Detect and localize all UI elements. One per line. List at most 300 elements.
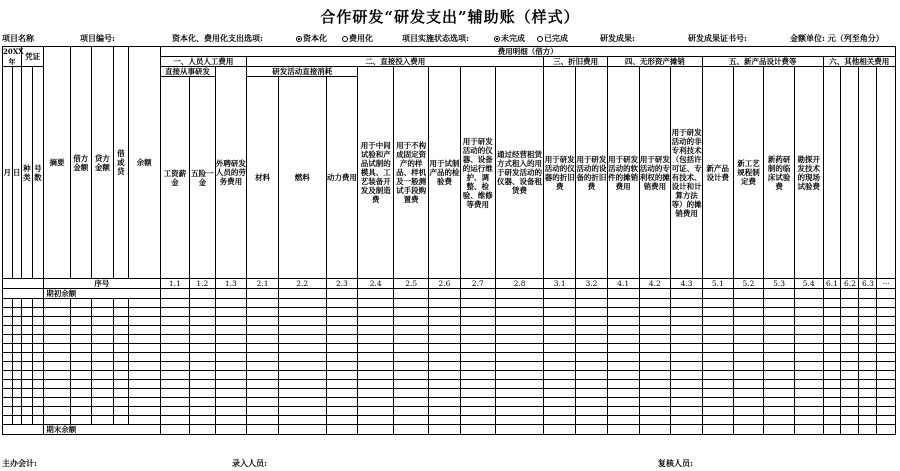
table-cell[interactable] <box>671 416 703 425</box>
table-cell[interactable] <box>733 344 764 353</box>
table-cell[interactable] <box>326 344 358 353</box>
table-cell[interactable] <box>70 407 91 416</box>
table-cell[interactable] <box>70 299 91 308</box>
table-cell[interactable] <box>877 335 896 344</box>
table-cell[interactable] <box>278 380 326 389</box>
table-cell[interactable] <box>877 317 896 326</box>
table-cell[interactable] <box>278 326 326 335</box>
table-cell[interactable] <box>70 335 91 344</box>
table-cell[interactable] <box>3 371 13 380</box>
table-cell[interactable] <box>326 317 358 326</box>
table-cell[interactable] <box>22 380 33 389</box>
table-cell[interactable] <box>358 326 394 335</box>
table-cell[interactable] <box>841 308 859 317</box>
table-cell[interactable] <box>429 389 461 398</box>
table-cell[interactable] <box>702 398 733 407</box>
table-cell[interactable] <box>114 380 129 389</box>
table-cell[interactable] <box>215 389 247 398</box>
table-cell[interactable] <box>3 308 13 317</box>
table-cell[interactable] <box>358 353 394 362</box>
table-cell[interactable] <box>394 362 429 371</box>
table-cell[interactable] <box>460 380 495 389</box>
table-cell[interactable] <box>702 371 733 380</box>
table-cell[interactable] <box>702 335 733 344</box>
table-cell[interactable] <box>639 362 671 371</box>
table-cell[interactable] <box>190 407 215 416</box>
table-cell[interactable] <box>764 344 795 353</box>
table-cell[interactable] <box>91 416 113 425</box>
table-cell[interactable] <box>91 353 113 362</box>
table-cell[interactable] <box>44 326 70 335</box>
table-cell[interactable] <box>495 299 544 308</box>
table-cell[interactable] <box>607 407 639 416</box>
table-cell[interactable] <box>877 344 896 353</box>
table-cell[interactable] <box>190 380 215 389</box>
table-cell[interactable] <box>32 398 44 407</box>
table-cell[interactable] <box>877 416 896 425</box>
table-cell[interactable] <box>841 317 859 326</box>
table-cell[interactable] <box>32 380 44 389</box>
table-cell[interactable] <box>12 326 22 335</box>
table-cell[interactable] <box>128 380 160 389</box>
table-cell[interactable] <box>12 380 22 389</box>
table-cell[interactable] <box>639 416 671 425</box>
table-cell[interactable] <box>247 353 279 362</box>
table-cell[interactable] <box>3 407 13 416</box>
table-cell[interactable] <box>278 299 326 308</box>
table-cell[interactable] <box>91 344 113 353</box>
table-cell[interactable] <box>91 389 113 398</box>
table-cell[interactable] <box>394 380 429 389</box>
table-cell[interactable] <box>733 380 764 389</box>
table-cell[interactable] <box>22 335 33 344</box>
table-cell[interactable] <box>576 362 608 371</box>
table-cell[interactable] <box>358 380 394 389</box>
table-cell[interactable] <box>160 317 190 326</box>
table-cell[interactable] <box>460 353 495 362</box>
table-cell[interactable] <box>702 362 733 371</box>
table-cell[interactable] <box>607 362 639 371</box>
table-cell[interactable] <box>576 398 608 407</box>
table-cell[interactable] <box>733 335 764 344</box>
table-cell[interactable] <box>114 335 129 344</box>
table-cell[interactable] <box>764 398 795 407</box>
table-cell[interactable] <box>841 362 859 371</box>
table-cell[interactable] <box>794 389 823 398</box>
table-cell[interactable] <box>544 398 576 407</box>
table-cell[interactable] <box>702 308 733 317</box>
table-cell[interactable] <box>326 371 358 380</box>
table-cell[interactable] <box>495 353 544 362</box>
option-incomplete[interactable]: 未完成 <box>494 33 525 44</box>
table-cell[interactable] <box>114 389 129 398</box>
table-cell[interactable] <box>429 353 461 362</box>
table-cell[interactable] <box>429 362 461 371</box>
table-cell[interactable] <box>326 299 358 308</box>
table-cell[interactable] <box>128 317 160 326</box>
table-cell[interactable] <box>44 353 70 362</box>
table-cell[interactable] <box>794 344 823 353</box>
table-cell[interactable] <box>877 326 896 335</box>
table-cell[interactable] <box>91 308 113 317</box>
table-cell[interactable] <box>859 299 877 308</box>
table-cell[interactable] <box>607 317 639 326</box>
table-cell[interactable] <box>22 344 33 353</box>
table-cell[interactable] <box>32 308 44 317</box>
table-cell[interactable] <box>190 389 215 398</box>
table-cell[interactable] <box>576 353 608 362</box>
table-cell[interactable] <box>278 371 326 380</box>
table-cell[interactable] <box>671 380 703 389</box>
table-cell[interactable] <box>607 380 639 389</box>
table-cell[interactable] <box>215 362 247 371</box>
table-cell[interactable] <box>3 317 13 326</box>
table-cell[interactable] <box>764 317 795 326</box>
table-cell[interactable] <box>495 344 544 353</box>
table-cell[interactable] <box>114 299 129 308</box>
table-cell[interactable] <box>215 308 247 317</box>
table-cell[interactable] <box>639 353 671 362</box>
table-cell[interactable] <box>429 335 461 344</box>
table-cell[interactable] <box>702 416 733 425</box>
table-cell[interactable] <box>22 407 33 416</box>
table-cell[interactable] <box>429 317 461 326</box>
table-cell[interactable] <box>607 326 639 335</box>
table-cell[interactable] <box>326 326 358 335</box>
table-cell[interactable] <box>128 407 160 416</box>
table-cell[interactable] <box>859 353 877 362</box>
table-cell[interactable] <box>128 416 160 425</box>
table-cell[interactable] <box>859 407 877 416</box>
table-cell[interactable] <box>671 407 703 416</box>
table-cell[interactable] <box>394 299 429 308</box>
table-cell[interactable] <box>733 398 764 407</box>
table-cell[interactable] <box>215 317 247 326</box>
table-cell[interactable] <box>215 371 247 380</box>
table-cell[interactable] <box>22 389 33 398</box>
table-cell[interactable] <box>160 371 190 380</box>
table-cell[interactable] <box>859 326 877 335</box>
table-cell[interactable] <box>114 416 129 425</box>
table-cell[interactable] <box>44 407 70 416</box>
table-cell[interactable] <box>841 371 859 380</box>
table-cell[interactable] <box>32 317 44 326</box>
table-cell[interactable] <box>576 344 608 353</box>
table-cell[interactable] <box>32 362 44 371</box>
table-cell[interactable] <box>3 344 13 353</box>
table-cell[interactable] <box>495 416 544 425</box>
table-cell[interactable] <box>114 326 129 335</box>
table-cell[interactable] <box>607 335 639 344</box>
table-cell[interactable] <box>394 416 429 425</box>
table-cell[interactable] <box>733 317 764 326</box>
table-cell[interactable] <box>544 335 576 344</box>
table-cell[interactable] <box>70 308 91 317</box>
table-cell[interactable] <box>32 299 44 308</box>
table-cell[interactable] <box>70 344 91 353</box>
table-cell[interactable] <box>326 335 358 344</box>
table-cell[interactable] <box>544 362 576 371</box>
table-cell[interactable] <box>70 317 91 326</box>
table-cell[interactable] <box>32 335 44 344</box>
table-cell[interactable] <box>764 407 795 416</box>
table-cell[interactable] <box>544 299 576 308</box>
table-cell[interactable] <box>70 389 91 398</box>
table-cell[interactable] <box>639 335 671 344</box>
table-cell[interactable] <box>877 380 896 389</box>
table-cell[interactable] <box>394 308 429 317</box>
table-cell[interactable] <box>358 344 394 353</box>
table-cell[interactable] <box>215 326 247 335</box>
table-cell[interactable] <box>823 308 841 317</box>
table-cell[interactable] <box>3 362 13 371</box>
table-cell[interactable] <box>841 335 859 344</box>
table-cell[interactable] <box>794 353 823 362</box>
table-cell[interactable] <box>671 335 703 344</box>
table-cell[interactable] <box>495 389 544 398</box>
table-cell[interactable] <box>460 398 495 407</box>
table-cell[interactable] <box>114 407 129 416</box>
table-cell[interactable] <box>764 308 795 317</box>
table-cell[interactable] <box>460 335 495 344</box>
table-cell[interactable] <box>460 389 495 398</box>
table-cell[interactable] <box>794 299 823 308</box>
table-cell[interactable] <box>429 416 461 425</box>
table-cell[interactable] <box>215 398 247 407</box>
table-cell[interactable] <box>44 317 70 326</box>
table-cell[interactable] <box>91 371 113 380</box>
table-cell[interactable] <box>190 335 215 344</box>
table-cell[interactable] <box>576 371 608 380</box>
table-cell[interactable] <box>702 326 733 335</box>
table-cell[interactable] <box>190 371 215 380</box>
table-cell[interactable] <box>12 299 22 308</box>
table-cell[interactable] <box>495 371 544 380</box>
table-cell[interactable] <box>733 362 764 371</box>
table-cell[interactable] <box>576 308 608 317</box>
table-cell[interactable] <box>190 362 215 371</box>
table-cell[interactable] <box>3 335 13 344</box>
table-cell[interactable] <box>247 299 279 308</box>
table-cell[interactable] <box>877 389 896 398</box>
table-cell[interactable] <box>639 389 671 398</box>
table-cell[interactable] <box>823 398 841 407</box>
table-cell[interactable] <box>544 344 576 353</box>
table-cell[interactable] <box>160 308 190 317</box>
table-cell[interactable] <box>460 299 495 308</box>
table-cell[interactable] <box>702 380 733 389</box>
table-cell[interactable] <box>3 299 13 308</box>
table-cell[interactable] <box>639 299 671 308</box>
table-cell[interactable] <box>544 389 576 398</box>
table-cell[interactable] <box>877 308 896 317</box>
table-cell[interactable] <box>794 335 823 344</box>
table-cell[interactable] <box>3 353 13 362</box>
table-cell[interactable] <box>841 326 859 335</box>
table-cell[interactable] <box>247 398 279 407</box>
table-cell[interactable] <box>671 317 703 326</box>
table-cell[interactable] <box>12 362 22 371</box>
table-cell[interactable] <box>160 362 190 371</box>
table-cell[interactable] <box>358 308 394 317</box>
table-cell[interactable] <box>702 407 733 416</box>
table-cell[interactable] <box>394 371 429 380</box>
table-cell[interactable] <box>247 407 279 416</box>
table-cell[interactable] <box>32 326 44 335</box>
table-cell[interactable] <box>877 398 896 407</box>
table-cell[interactable] <box>190 398 215 407</box>
table-cell[interactable] <box>215 407 247 416</box>
table-cell[interactable] <box>733 353 764 362</box>
table-cell[interactable] <box>671 326 703 335</box>
table-cell[interactable] <box>32 416 44 425</box>
table-cell[interactable] <box>70 380 91 389</box>
table-cell[interactable] <box>460 362 495 371</box>
table-cell[interactable] <box>495 362 544 371</box>
table-cell[interactable] <box>495 335 544 344</box>
table-cell[interactable] <box>460 344 495 353</box>
table-cell[interactable] <box>128 299 160 308</box>
table-cell[interactable] <box>247 416 279 425</box>
table-cell[interactable] <box>128 389 160 398</box>
table-cell[interactable] <box>160 398 190 407</box>
table-cell[interactable] <box>859 389 877 398</box>
table-cell[interactable] <box>32 353 44 362</box>
table-cell[interactable] <box>247 326 279 335</box>
table-cell[interactable] <box>215 353 247 362</box>
table-cell[interactable] <box>12 353 22 362</box>
table-cell[interactable] <box>128 362 160 371</box>
table-cell[interactable] <box>607 299 639 308</box>
table-cell[interactable] <box>544 326 576 335</box>
table-cell[interactable] <box>859 317 877 326</box>
table-cell[interactable] <box>160 335 190 344</box>
table-cell[interactable] <box>22 371 33 380</box>
table-cell[interactable] <box>823 371 841 380</box>
table-cell[interactable] <box>3 398 13 407</box>
table-cell[interactable] <box>495 308 544 317</box>
table-cell[interactable] <box>859 362 877 371</box>
table-cell[interactable] <box>495 398 544 407</box>
table-cell[interactable] <box>544 371 576 380</box>
table-cell[interactable] <box>3 389 13 398</box>
table-cell[interactable] <box>859 308 877 317</box>
table-cell[interactable] <box>794 407 823 416</box>
table-cell[interactable] <box>671 362 703 371</box>
table-cell[interactable] <box>841 407 859 416</box>
table-cell[interactable] <box>639 407 671 416</box>
table-cell[interactable] <box>576 326 608 335</box>
table-cell[interactable] <box>44 344 70 353</box>
table-cell[interactable] <box>358 389 394 398</box>
table-cell[interactable] <box>160 353 190 362</box>
table-cell[interactable] <box>764 326 795 335</box>
table-cell[interactable] <box>671 308 703 317</box>
table-cell[interactable] <box>91 398 113 407</box>
table-cell[interactable] <box>429 326 461 335</box>
table-cell[interactable] <box>841 380 859 389</box>
table-cell[interactable] <box>495 326 544 335</box>
table-cell[interactable] <box>160 407 190 416</box>
table-cell[interactable] <box>3 326 13 335</box>
table-cell[interactable] <box>639 317 671 326</box>
table-cell[interactable] <box>3 380 13 389</box>
table-cell[interactable] <box>576 389 608 398</box>
table-cell[interactable] <box>460 317 495 326</box>
table-cell[interactable] <box>215 344 247 353</box>
table-cell[interactable] <box>764 380 795 389</box>
table-cell[interactable] <box>358 398 394 407</box>
table-cell[interactable] <box>576 380 608 389</box>
table-cell[interactable] <box>44 389 70 398</box>
table-cell[interactable] <box>823 389 841 398</box>
table-cell[interactable] <box>671 371 703 380</box>
table-cell[interactable] <box>91 362 113 371</box>
table-cell[interactable] <box>544 317 576 326</box>
table-cell[interactable] <box>823 299 841 308</box>
table-cell[interactable] <box>794 398 823 407</box>
table-cell[interactable] <box>22 398 33 407</box>
table-cell[interactable] <box>70 362 91 371</box>
table-cell[interactable] <box>639 344 671 353</box>
table-cell[interactable] <box>671 344 703 353</box>
table-cell[interactable] <box>671 353 703 362</box>
table-cell[interactable] <box>22 317 33 326</box>
table-cell[interactable] <box>22 416 33 425</box>
table-cell[interactable] <box>607 353 639 362</box>
table-cell[interactable] <box>576 317 608 326</box>
table-cell[interactable] <box>794 416 823 425</box>
table-cell[interactable] <box>576 335 608 344</box>
table-cell[interactable] <box>128 353 160 362</box>
table-cell[interactable] <box>12 308 22 317</box>
table-cell[interactable] <box>278 344 326 353</box>
table-cell[interactable] <box>247 380 279 389</box>
table-cell[interactable] <box>460 326 495 335</box>
table-cell[interactable] <box>91 317 113 326</box>
table-cell[interactable] <box>841 389 859 398</box>
table-cell[interactable] <box>702 317 733 326</box>
table-cell[interactable] <box>128 398 160 407</box>
table-cell[interactable] <box>702 353 733 362</box>
table-cell[interactable] <box>394 344 429 353</box>
table-cell[interactable] <box>91 407 113 416</box>
table-cell[interactable] <box>702 389 733 398</box>
table-cell[interactable] <box>639 371 671 380</box>
table-cell[interactable] <box>114 308 129 317</box>
table-cell[interactable] <box>394 326 429 335</box>
table-cell[interactable] <box>22 362 33 371</box>
table-cell[interactable] <box>12 335 22 344</box>
table-cell[interactable] <box>764 416 795 425</box>
table-cell[interactable] <box>190 344 215 353</box>
table-cell[interactable] <box>160 416 190 425</box>
table-cell[interactable] <box>32 389 44 398</box>
table-cell[interactable] <box>91 335 113 344</box>
table-cell[interactable] <box>429 344 461 353</box>
table-cell[interactable] <box>91 326 113 335</box>
table-cell[interactable] <box>823 317 841 326</box>
table-cell[interactable] <box>247 344 279 353</box>
table-cell[interactable] <box>823 326 841 335</box>
table-cell[interactable] <box>859 335 877 344</box>
table-cell[interactable] <box>429 398 461 407</box>
table-cell[interactable] <box>877 407 896 416</box>
table-cell[interactable] <box>114 317 129 326</box>
table-cell[interactable] <box>114 344 129 353</box>
table-cell[interactable] <box>91 380 113 389</box>
table-cell[interactable] <box>733 371 764 380</box>
